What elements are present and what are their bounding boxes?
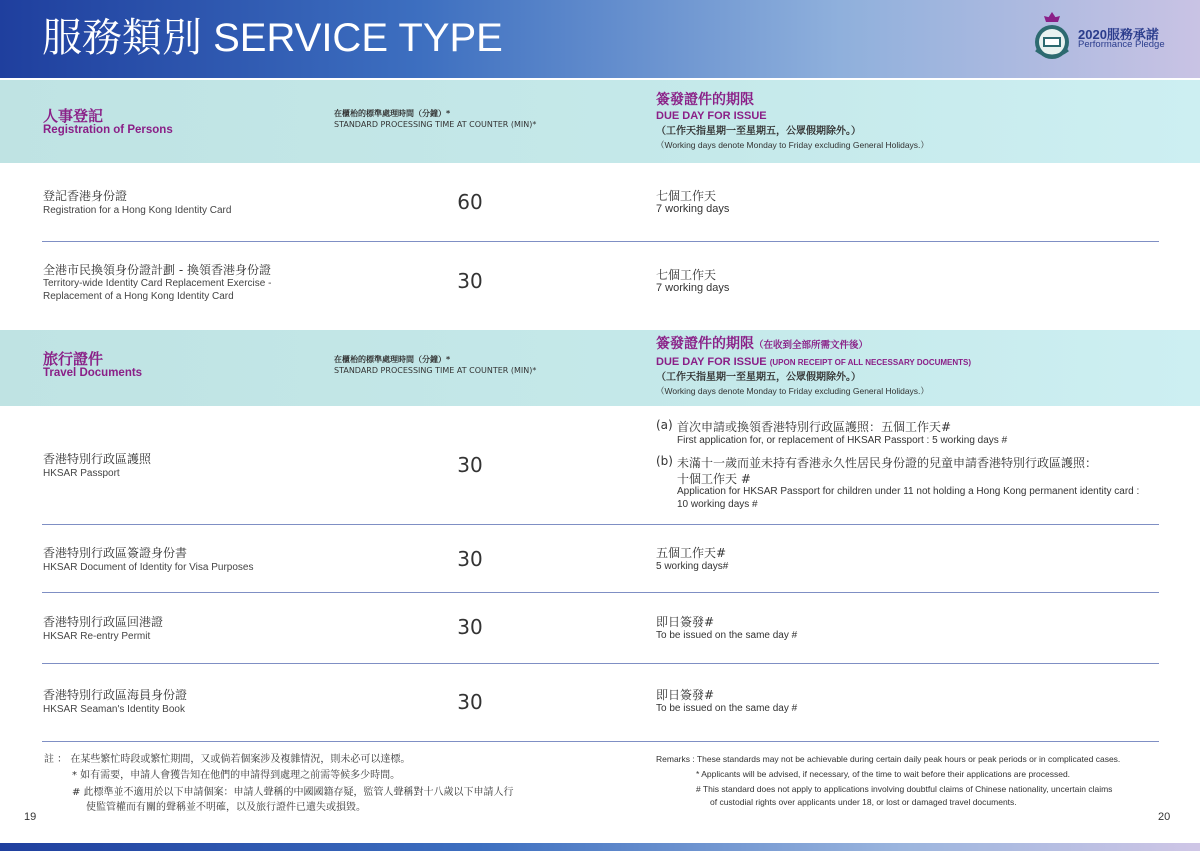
processing-minutes: 30	[457, 547, 483, 571]
service-name-zh: 香港特別行政區海員身份證	[43, 688, 188, 702]
passport-option-a-zh: 首次申請或換領香港特別行政區護照：五個工作天#	[677, 420, 952, 434]
pledge-logo	[1030, 8, 1190, 64]
service-name-zh: 登記香港身份證	[43, 189, 128, 203]
processing-time-header-en: STANDARD PROCESSING TIME AT COUNTER (MIN)*	[334, 366, 537, 375]
row-divider	[42, 741, 1159, 742]
due-day-header	[656, 91, 929, 151]
due-day-header-en-main: DUE DAY FOR ISSUE	[656, 356, 767, 368]
service-name-en: HKSAR Seaman's Identity Book	[43, 704, 185, 715]
service-name-zh: 全港市民換領身份證計劃 - 換領香港身份證	[43, 263, 271, 277]
due-day-en: To be issued on the same day #	[656, 630, 798, 641]
note-zh-line2: * 如有需要，申請人會獲告知在他們的申請得到處理之前需等候多少時間。	[72, 770, 401, 781]
service-name-en: HKSAR Passport	[43, 468, 120, 479]
section-title-en: Registration of Persons	[43, 124, 173, 136]
processing-time-header-zh: 在櫃枱的標準處理時間（分鐘）*	[334, 355, 451, 364]
processing-time-header	[334, 108, 536, 130]
due-day-zh: 即日簽發#	[656, 688, 715, 702]
passport-option-b-en-line2: 10 working days #	[677, 499, 758, 510]
due-day-en: 5 working days#	[656, 561, 729, 572]
passport-option-b-en: Application for HKSAR Passport for children under 11 not holding a Hong Kong permanent identity card :	[677, 486, 1140, 497]
processing-minutes: 30	[457, 690, 483, 714]
processing-minutes: 30	[457, 453, 483, 477]
note-zh-line1: 註 ： 在某些繁忙時段或繁忙期間，又或倘若個案涉及複雜情況，則未必可以達標。	[44, 754, 411, 765]
page-number-right: 20	[1158, 811, 1171, 823]
table-row	[0, 664, 1200, 741]
due-day-zh: 七個工作天	[656, 268, 717, 282]
due-day-header-zh-suffix: （在收到全部所需文件後）	[754, 340, 869, 351]
due-day-zh: 五個工作天#	[656, 546, 727, 560]
remark-en-line2: * Applicants will be advised, if necessary, of the time to wait before their applications are processed.	[696, 769, 1071, 779]
processing-time-header	[334, 354, 536, 376]
table-row	[0, 525, 1200, 592]
working-days-note-en: （Working days denote Monday to Friday excluding General Holidays.）	[656, 140, 929, 150]
page-number-left: 19	[24, 811, 37, 823]
service-name-zh: 香港特別行政區簽證身份書	[43, 546, 188, 560]
service-name-en: HKSAR Document of Identity for Visa Purposes	[43, 562, 254, 573]
header-banner	[0, 0, 1200, 78]
working-days-note-zh: （工作天指星期一至星期五，公眾假期除外。）	[656, 126, 861, 137]
section-title-en: Travel Documents	[43, 367, 143, 379]
section-title-zh: 旅行證件	[43, 350, 104, 368]
service-name-en: Registration for a Hong Kong Identity Card	[43, 205, 232, 216]
processing-minutes: 60	[457, 190, 483, 214]
due-day-header	[656, 335, 971, 397]
due-day-header-zh	[656, 335, 971, 355]
working-days-note-zh: （工作天指星期一至星期五，公眾假期除外。）	[656, 372, 861, 383]
due-day-header-en: DUE DAY FOR ISSUE	[656, 110, 767, 122]
footer-bar	[0, 843, 1200, 851]
service-name-en: HKSAR Re-entry Permit	[43, 631, 151, 642]
processing-minutes: 30	[457, 269, 483, 293]
passport-option-b-zh-line2: 十個工作天 #	[677, 472, 751, 486]
page-title: 服務類別 SERVICE TYPE	[42, 16, 503, 60]
passport-option-b-zh: 未滿十一歲而並未持有香港永久性居民身份證的兒童申請香港特別行政區護照：	[677, 456, 1098, 470]
note-zh-line3: # 此標準並不適用於以下申請個案：申請人聲稱的中國國籍存疑，監管人聲稱對十八歲以下申請人行	[72, 787, 514, 798]
due-day-en: To be issued on the same day #	[656, 703, 798, 714]
due-day-header-en-suffix: (UPON RECEIPT OF ALL NECESSARY DOCUMENTS)	[769, 358, 972, 367]
service-name-en-line2: Replacement of a Hong Kong Identity Card	[43, 291, 234, 302]
due-day-header-zh: 簽發證件的期限	[656, 92, 754, 108]
remark-en-line1: Remarks : These standards may not be achievable during certain daily peak hours or peak periods or in complicated cases.	[656, 754, 1121, 764]
pledge-title: 2020服務承諾	[1078, 27, 1159, 42]
due-day-en: 7 working days	[656, 282, 730, 294]
table-row	[0, 593, 1200, 663]
table-row	[0, 242, 1200, 330]
remark-en-line3: # This standard does not apply to applications involving doubtful claims of Chinese nationality, uncertain claims	[696, 784, 1113, 794]
passport-option-b-label: (b)	[656, 454, 673, 468]
processing-minutes: 30	[457, 615, 483, 639]
due-day-header-zh-main: 簽發證件的期限	[656, 336, 754, 352]
section-header-travel-documents	[0, 330, 1200, 406]
due-day-zh: 即日簽發#	[656, 615, 715, 629]
due-day-header-en	[656, 355, 971, 370]
service-name-zh: 香港特別行政區回港證	[43, 615, 164, 629]
processing-time-header-en: STANDARD PROCESSING TIME AT COUNTER (MIN)*	[334, 120, 537, 129]
service-name-en: Territory-wide Identity Card Replacement Exercise -	[43, 278, 272, 289]
processing-time-header-zh: 在櫃枱的標準處理時間（分鐘）*	[334, 109, 451, 118]
section-header-registration	[0, 80, 1200, 163]
pledge-subtitle: Performance Pledge	[1078, 39, 1165, 50]
working-days-note-en: （Working days denote Monday to Friday excluding General Holidays.）	[656, 386, 929, 396]
note-zh-line4: 使監管權而有關的聲稱並不明確，以及旅行證件已遺失或損毀。	[86, 802, 366, 813]
section-title-zh: 人事登記	[43, 107, 104, 125]
passport-option-a-en: First application for, or replacement of HKSAR Passport : 5 working days #	[677, 435, 1008, 446]
due-day-zh: 七個工作天	[656, 189, 717, 203]
remark-en-line4: of custodial rights over applicants under 18, or lost or damaged travel documents.	[710, 797, 1017, 807]
due-day-en: 7 working days	[656, 203, 730, 215]
immigration-emblem-icon	[1030, 10, 1074, 62]
table-row-passport	[0, 406, 1200, 524]
service-name-zh: 香港特別行政區護照	[43, 452, 152, 466]
passport-option-a-label: (a)	[656, 418, 673, 432]
table-row	[0, 163, 1200, 241]
